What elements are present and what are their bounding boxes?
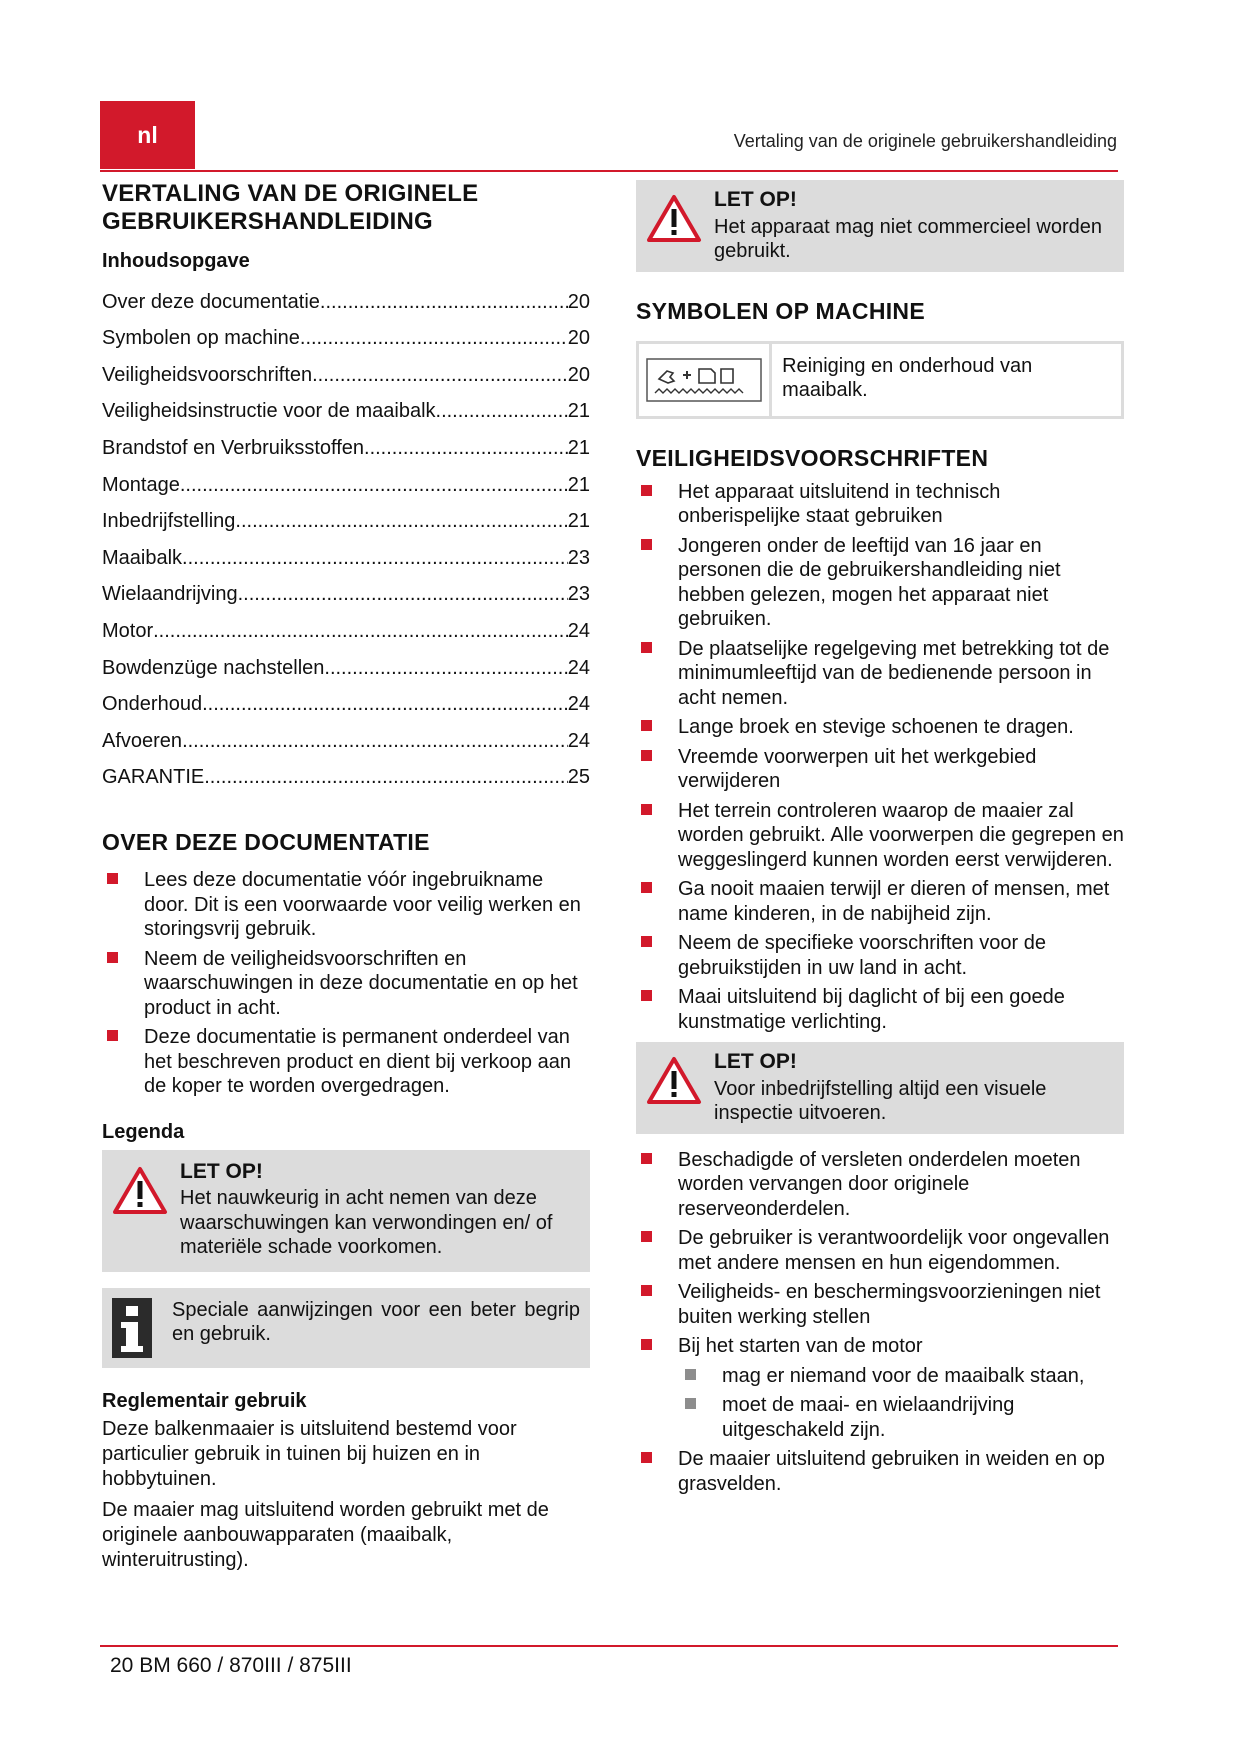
legend-warning-box: [102, 1150, 590, 1272]
right-column: [636, 180, 1124, 1501]
footer-divider: [100, 1645, 1118, 1647]
language-tab: nl: [100, 101, 195, 169]
symbol-table: [636, 341, 1124, 419]
toc-label: Montage: [102, 473, 180, 496]
list-item: Lees deze documentatie vóór ingebruikname door. Dit is een voorwaarde voor veilig werken en storingsvrij gebruik.: [102, 868, 590, 942]
inspection-warning-box: [636, 1042, 1124, 1134]
toc-row[interactable]: [102, 643, 590, 680]
toc-row[interactable]: [102, 460, 590, 497]
toc-page: 24: [567, 729, 590, 752]
safety-bullet-list: [636, 480, 1124, 1035]
page-title: [102, 180, 590, 236]
title-line-2: GEBRUIKERSHANDLEIDING: [102, 208, 433, 235]
legend-heading: Legenda: [102, 1120, 185, 1143]
page-footer: 20 BM 660 / 870III / 875III: [110, 1654, 352, 1677]
toc-row[interactable]: [102, 570, 590, 607]
list-item: Neem de specifieke voorschriften voor de gebruikstijden in uw land in acht.: [636, 931, 1124, 980]
title-line-1: VERTALING VAN DE ORIGINELE: [102, 180, 479, 207]
symbol-description: Reiniging en onderhoud van maaibalk.: [782, 354, 1033, 401]
toc-page: 21: [567, 436, 590, 459]
warning-title: LET OP!: [714, 1050, 797, 1073]
toc-page: 24: [567, 693, 590, 716]
list-item: De maaier uitsluitend gebruiken in weiden en op grasvelden.: [636, 1447, 1124, 1496]
list-item: De plaatselijke regelgeving met betrekking tot de minimumleeftijd van de bedienende persoon in acht nemen.: [636, 637, 1124, 711]
toc-row[interactable]: [102, 277, 590, 314]
toc-label: Maaibalk: [102, 546, 183, 569]
usage-paragraph-2: De maaier mag uitsluitend worden gebruikt met de originele aanbouwapparaten (maaibalk, winteruitrusting).: [102, 1498, 549, 1571]
toc-label: Brandstof en Verbruiksstoffen: [102, 436, 365, 459]
list-item: Maai uitsluitend bij daglicht of bij een goede kunstmatige verlichting.: [636, 985, 1124, 1034]
warning-title: LET OP!: [714, 188, 797, 211]
toc-page: 23: [567, 583, 590, 606]
toc-label: Over deze documentatie: [102, 290, 320, 313]
toc-label: Symbolen op machine: [102, 327, 300, 350]
list-item: Vreemde voorwerpen uit het werkgebied verwijderen: [636, 745, 1124, 794]
toc-row[interactable]: [102, 753, 590, 790]
toc-page: 23: [567, 546, 590, 569]
toc-row[interactable]: [102, 423, 590, 460]
toc-page: 24: [567, 619, 590, 642]
list-item: Neem de veiligheidsvoorschriften en waarschuwingen in deze documentatie en op het product in acht.: [102, 947, 590, 1021]
list-item: Deze documentatie is permanent onderdeel van het beschreven product en dient bij verkoop aan de koper te worden overgedragen.: [102, 1025, 590, 1099]
warning-triangle-icon: [646, 188, 702, 264]
symbols-section-heading: SYMBOLEN OP MACHINE: [636, 297, 925, 324]
start-sub-list: [680, 1364, 1124, 1443]
list-item: Lange broek en stevige schoenen te dragen.: [636, 715, 1124, 740]
list-item: moet de maai- en wielaandrijving uitgeschakeld zijn.: [680, 1393, 1124, 1442]
toc-row[interactable]: [102, 497, 590, 534]
list-item: Ga nooit maaien terwijl er dieren of mensen, met name kinderen, in de nabijheid zijn.: [636, 877, 1124, 926]
doc-section-heading: OVER DEZE DOCUMENTATIE: [102, 829, 430, 856]
toc-page: 25: [567, 766, 590, 789]
list-item: De gebruiker is verantwoordelijk voor ongevallen met andere mensen en hun eigendommen.: [636, 1226, 1124, 1275]
list-item: Beschadigde of versleten onderdelen moeten worden vervangen door originele reserveonderdelen.: [636, 1148, 1124, 1222]
toc-label: Veiligheidsvoorschriften: [102, 363, 313, 386]
toc-page: 24: [567, 656, 590, 679]
header-divider: [100, 170, 1118, 172]
list-item: mag er niemand voor de maaibalk staan,: [680, 1364, 1124, 1389]
doc-bullet-list: [102, 868, 590, 1099]
toc-row[interactable]: [102, 314, 590, 351]
toc-row[interactable]: [102, 387, 590, 424]
warning-text: Het apparaat mag niet commercieel worden gebruikt.: [714, 215, 1102, 262]
header-title: Vertaling van de originele gebruikershandleiding: [733, 131, 1117, 151]
toc-label: Inbedrijfstelling: [102, 510, 236, 533]
commercial-warning-box: [636, 180, 1124, 272]
toc-page: 20: [567, 327, 590, 350]
warning-triangle-icon: [112, 1160, 168, 1260]
toc-label: GARANTIE: [102, 766, 205, 789]
table-of-contents: [102, 277, 590, 789]
toc-page: 21: [567, 510, 590, 533]
toc-label: Wielaandrijving: [102, 583, 238, 606]
toc-label: Motor: [102, 619, 154, 642]
toc-heading: Inhoudsopgave: [102, 250, 250, 272]
legend-info-box: [102, 1288, 590, 1368]
toc-page: 20: [567, 290, 590, 313]
warning-title: LET OP!: [180, 1159, 263, 1183]
safety-bullet-list-3: [636, 1447, 1124, 1496]
list-item: Het apparaat uitsluitend in technisch onberispelijke staat gebruiken: [636, 480, 1124, 529]
toc-page: 21: [567, 473, 590, 496]
left-column: [102, 180, 590, 1573]
toc-row[interactable]: [102, 533, 590, 570]
toc-row[interactable]: [102, 680, 590, 717]
list-item: Jongeren onder de leeftijd van 16 jaar en personen die de gebruikershandleiding niet hebben gelezen, mogen het apparaat niet gebruiken.: [636, 534, 1124, 632]
toc-label: Afvoeren: [102, 729, 183, 752]
info-icon: [112, 1298, 152, 1358]
toc-label: Bowdenzüge nachstellen: [102, 656, 325, 679]
warning-text: Voor inbedrijfstelling altijd een visuele inspectie uitvoeren.: [714, 1077, 1047, 1124]
warning-text: Het nauwkeurig in acht nemen van deze waarschuwingen kan verwondingen en/ of materiële schade voorkomen.: [180, 1187, 553, 1259]
toc-row[interactable]: [102, 350, 590, 387]
toc-page: 21: [567, 400, 590, 423]
info-text: Speciale aanwijzingen voor een beter begrip en gebruik.: [172, 1298, 580, 1346]
usage-paragraph-1: Deze balkenmaaier is uitsluitend bestemd voor particulier gebruik in tuinen bij huizen en in hobbytuinen.: [102, 1417, 517, 1490]
safety-section-heading: VEILIGHEIDSVOORSCHRIFTEN: [636, 444, 989, 471]
toc-row[interactable]: [102, 716, 590, 753]
usage-heading: Reglementair gebruik: [102, 1389, 307, 1412]
list-item: Bij het starten van de motor: [636, 1334, 1124, 1359]
toc-label: Veiligheidsinstructie voor de maaibalk: [102, 400, 436, 423]
toc-label: Onderhoud: [102, 693, 203, 716]
toc-page: 20: [567, 363, 590, 386]
list-item: Veiligheids- en beschermingsvoorzieningen niet buiten werking stellen: [636, 1280, 1124, 1329]
list-item: Het terrein controleren waarop de maaier zal worden gebruikt. Alle voorwerpen die gegrepen en weggeslingerd kunnen worden eerst verwijderen.: [636, 799, 1124, 873]
warning-triangle-icon: [646, 1050, 702, 1126]
toc-row[interactable]: [102, 606, 590, 643]
maintenance-symbol-icon: [639, 344, 772, 416]
safety-bullet-list-2: [636, 1148, 1124, 1359]
